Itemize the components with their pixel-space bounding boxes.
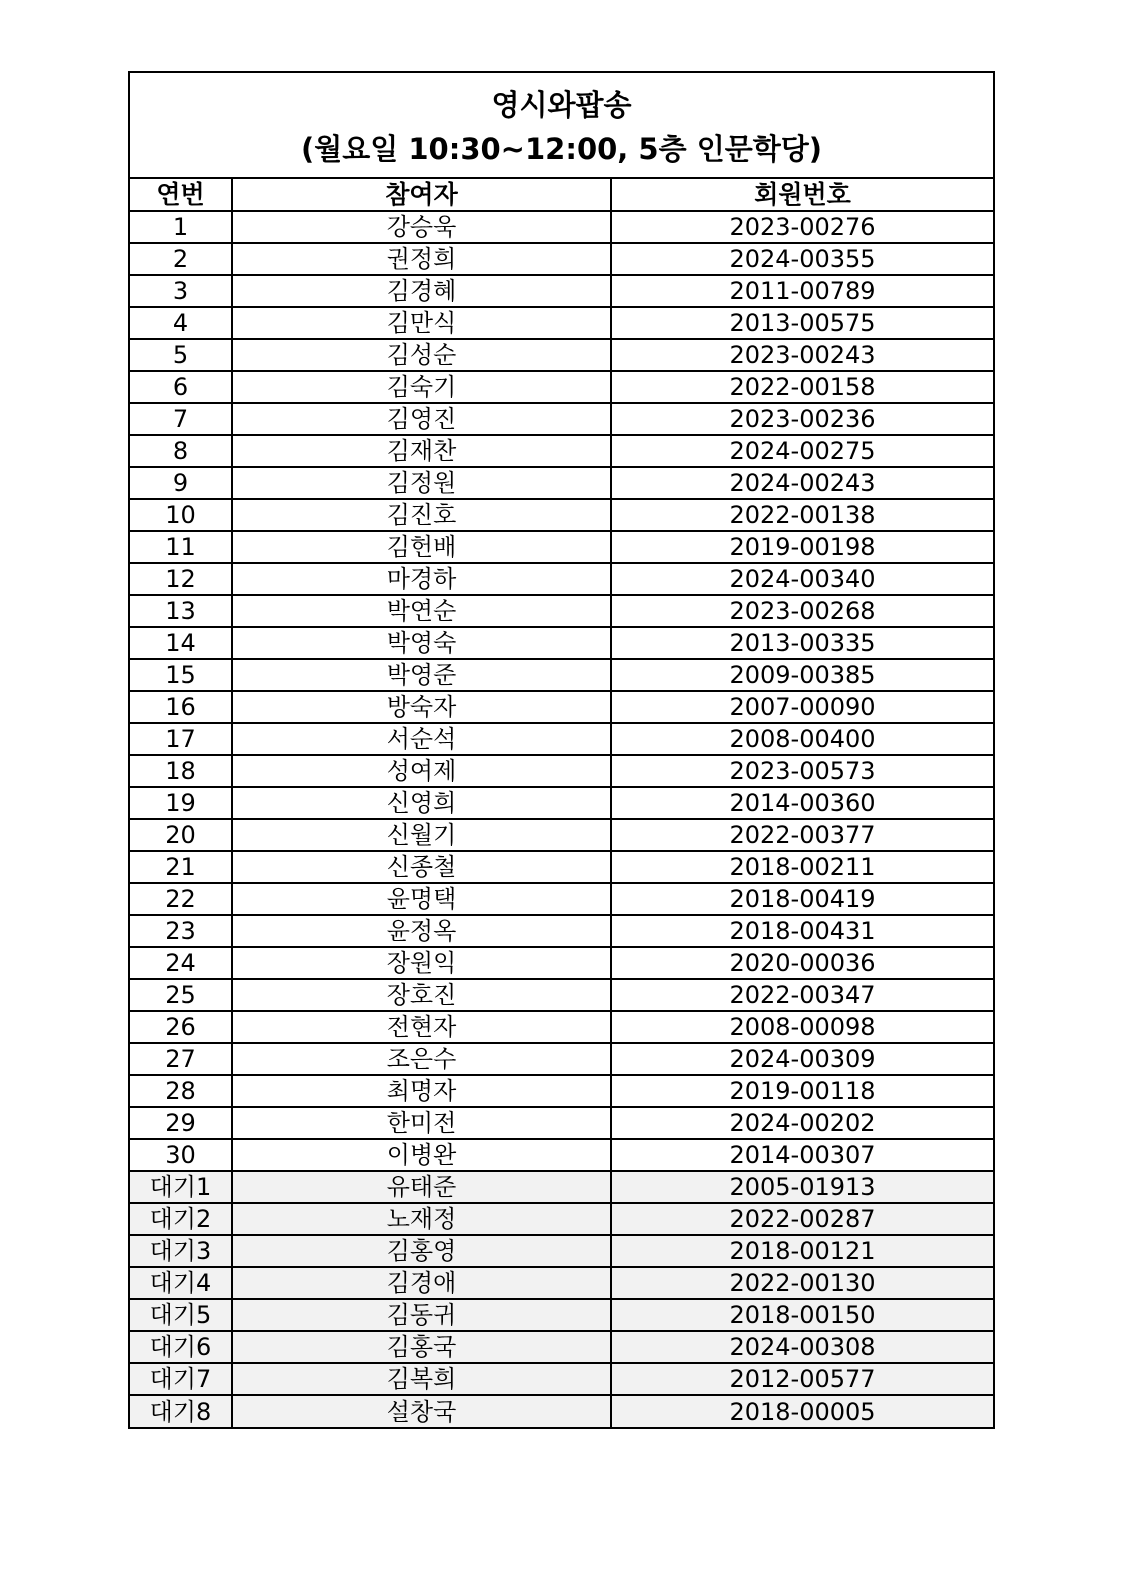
row-number: 29 [130, 1107, 232, 1139]
member-id: 2023-00243 [611, 339, 993, 371]
header-number: 연번 [130, 179, 232, 211]
waitlist-row [130, 1331, 993, 1363]
participant-name: 신종철 [232, 851, 611, 883]
row-number: 1 [130, 211, 232, 243]
member-id: 2022-00158 [611, 371, 993, 403]
participant-name: 한미전 [232, 1107, 611, 1139]
table-row [130, 819, 993, 851]
participant-name: 방숙자 [232, 691, 611, 723]
member-id: 2014-00360 [611, 787, 993, 819]
participant-name: 김홍영 [232, 1235, 611, 1267]
participant-name: 박영숙 [232, 627, 611, 659]
participant-name: 노재정 [232, 1203, 611, 1235]
waitlist-row [130, 1395, 993, 1427]
member-id: 2018-00211 [611, 851, 993, 883]
row-number: 대기7 [130, 1363, 232, 1395]
member-id: 2024-00355 [611, 243, 993, 275]
table-row [130, 307, 993, 339]
participant-name: 윤명택 [232, 883, 611, 915]
participant-name: 김영진 [232, 403, 611, 435]
table-row [130, 499, 993, 531]
row-number: 7 [130, 403, 232, 435]
member-id: 2022-00287 [611, 1203, 993, 1235]
table-row [130, 915, 993, 947]
table-header-row [130, 179, 993, 211]
member-id: 2009-00385 [611, 659, 993, 691]
member-id: 2008-00400 [611, 723, 993, 755]
member-id: 2019-00118 [611, 1075, 993, 1107]
member-id: 2023-00276 [611, 211, 993, 243]
member-id: 2018-00431 [611, 915, 993, 947]
table-row [130, 403, 993, 435]
participant-name: 유태준 [232, 1171, 611, 1203]
participant-name: 김만식 [232, 307, 611, 339]
title-block [130, 73, 993, 179]
waitlist-row [130, 1363, 993, 1395]
participant-name: 장호진 [232, 979, 611, 1011]
member-id: 2022-00138 [611, 499, 993, 531]
row-number: 9 [130, 467, 232, 499]
row-number: 3 [130, 275, 232, 307]
participant-name: 전현자 [232, 1011, 611, 1043]
participant-name: 윤정옥 [232, 915, 611, 947]
participant-name: 서순석 [232, 723, 611, 755]
participant-name: 조은수 [232, 1043, 611, 1075]
member-id: 2013-00335 [611, 627, 993, 659]
participant-name: 설창국 [232, 1395, 611, 1427]
member-id: 2022-00377 [611, 819, 993, 851]
table-row [130, 563, 993, 595]
row-number: 대기2 [130, 1203, 232, 1235]
member-id: 2024-00308 [611, 1331, 993, 1363]
table-row [130, 947, 993, 979]
member-id: 2024-00202 [611, 1107, 993, 1139]
table-row [130, 339, 993, 371]
row-number: 대기4 [130, 1267, 232, 1299]
member-id: 2024-00243 [611, 467, 993, 499]
member-id: 2008-00098 [611, 1011, 993, 1043]
table-row [130, 851, 993, 883]
row-number: 15 [130, 659, 232, 691]
row-number: 8 [130, 435, 232, 467]
table-row [130, 755, 993, 787]
table-row [130, 1107, 993, 1139]
row-number: 12 [130, 563, 232, 595]
waitlist-row [130, 1267, 993, 1299]
page-title: 영시와팝송 [491, 88, 632, 122]
row-number: 21 [130, 851, 232, 883]
row-number: 대기6 [130, 1331, 232, 1363]
row-number: 6 [130, 371, 232, 403]
member-id: 2022-00130 [611, 1267, 993, 1299]
row-number: 5 [130, 339, 232, 371]
member-id: 2014-00307 [611, 1139, 993, 1171]
row-number: 대기8 [130, 1395, 232, 1427]
table-row [130, 243, 993, 275]
participant-name: 박연순 [232, 595, 611, 627]
table-row [130, 1139, 993, 1171]
row-number: 26 [130, 1011, 232, 1043]
participant-name: 김숙기 [232, 371, 611, 403]
row-number: 11 [130, 531, 232, 563]
member-id: 2005-01913 [611, 1171, 993, 1203]
member-id: 2011-00789 [611, 275, 993, 307]
row-number: 28 [130, 1075, 232, 1107]
participant-name: 김복희 [232, 1363, 611, 1395]
header-participant: 참여자 [232, 179, 611, 211]
participant-name: 김진호 [232, 499, 611, 531]
participant-name: 강승욱 [232, 211, 611, 243]
table-body [130, 211, 993, 1427]
participant-name: 이병완 [232, 1139, 611, 1171]
row-number: 13 [130, 595, 232, 627]
participant-name: 권정희 [232, 243, 611, 275]
participant-name: 신영희 [232, 787, 611, 819]
table-row [130, 211, 993, 243]
member-id: 2024-00309 [611, 1043, 993, 1075]
row-number: 24 [130, 947, 232, 979]
row-number: 27 [130, 1043, 232, 1075]
table-row [130, 883, 993, 915]
table-row [130, 691, 993, 723]
participant-name: 마경하 [232, 563, 611, 595]
row-number: 14 [130, 627, 232, 659]
table-row [130, 659, 993, 691]
row-number: 4 [130, 307, 232, 339]
participant-name: 신월기 [232, 819, 611, 851]
row-number: 25 [130, 979, 232, 1011]
participant-name: 장원익 [232, 947, 611, 979]
participant-name: 박영준 [232, 659, 611, 691]
row-number: 20 [130, 819, 232, 851]
row-number: 2 [130, 243, 232, 275]
participant-name: 최명자 [232, 1075, 611, 1107]
page-subtitle: (월요일 10:30~12:00, 5층 인문학당) [300, 132, 823, 166]
participant-name: 김경애 [232, 1267, 611, 1299]
table-row [130, 787, 993, 819]
participant-name: 김동귀 [232, 1299, 611, 1331]
waitlist-row [130, 1203, 993, 1235]
member-id: 2023-00268 [611, 595, 993, 627]
table-row [130, 723, 993, 755]
header-member-id: 회원번호 [611, 179, 993, 211]
participant-name: 성여제 [232, 755, 611, 787]
member-id: 2018-00121 [611, 1235, 993, 1267]
member-id: 2023-00236 [611, 403, 993, 435]
table-row [130, 275, 993, 307]
row-number: 대기5 [130, 1299, 232, 1331]
member-id: 2019-00198 [611, 531, 993, 563]
row-number: 30 [130, 1139, 232, 1171]
member-id: 2024-00340 [611, 563, 993, 595]
member-id: 2022-00347 [611, 979, 993, 1011]
table-row [130, 1043, 993, 1075]
member-id: 2018-00005 [611, 1395, 993, 1427]
participant-name: 김정원 [232, 467, 611, 499]
participant-name: 김성순 [232, 339, 611, 371]
participant-list-sheet [128, 71, 995, 1429]
table-row [130, 1011, 993, 1043]
table-row [130, 531, 993, 563]
table-row [130, 467, 993, 499]
waitlist-row [130, 1171, 993, 1203]
participant-name: 김재찬 [232, 435, 611, 467]
participant-name: 김홍국 [232, 1331, 611, 1363]
row-number: 17 [130, 723, 232, 755]
table-row [130, 627, 993, 659]
table-row [130, 979, 993, 1011]
member-id: 2018-00150 [611, 1299, 993, 1331]
member-id: 2018-00419 [611, 883, 993, 915]
participant-name: 김헌배 [232, 531, 611, 563]
table-row [130, 1075, 993, 1107]
member-id: 2023-00573 [611, 755, 993, 787]
table-row [130, 371, 993, 403]
participant-table [130, 179, 993, 1427]
table-row [130, 435, 993, 467]
member-id: 2007-00090 [611, 691, 993, 723]
row-number: 18 [130, 755, 232, 787]
table-row [130, 595, 993, 627]
member-id: 2013-00575 [611, 307, 993, 339]
member-id: 2024-00275 [611, 435, 993, 467]
row-number: 22 [130, 883, 232, 915]
participant-name: 김경혜 [232, 275, 611, 307]
member-id: 2020-00036 [611, 947, 993, 979]
row-number: 19 [130, 787, 232, 819]
row-number: 16 [130, 691, 232, 723]
waitlist-row [130, 1235, 993, 1267]
row-number: 대기1 [130, 1171, 232, 1203]
row-number: 10 [130, 499, 232, 531]
row-number: 23 [130, 915, 232, 947]
member-id: 2012-00577 [611, 1363, 993, 1395]
row-number: 대기3 [130, 1235, 232, 1267]
waitlist-row [130, 1299, 993, 1331]
